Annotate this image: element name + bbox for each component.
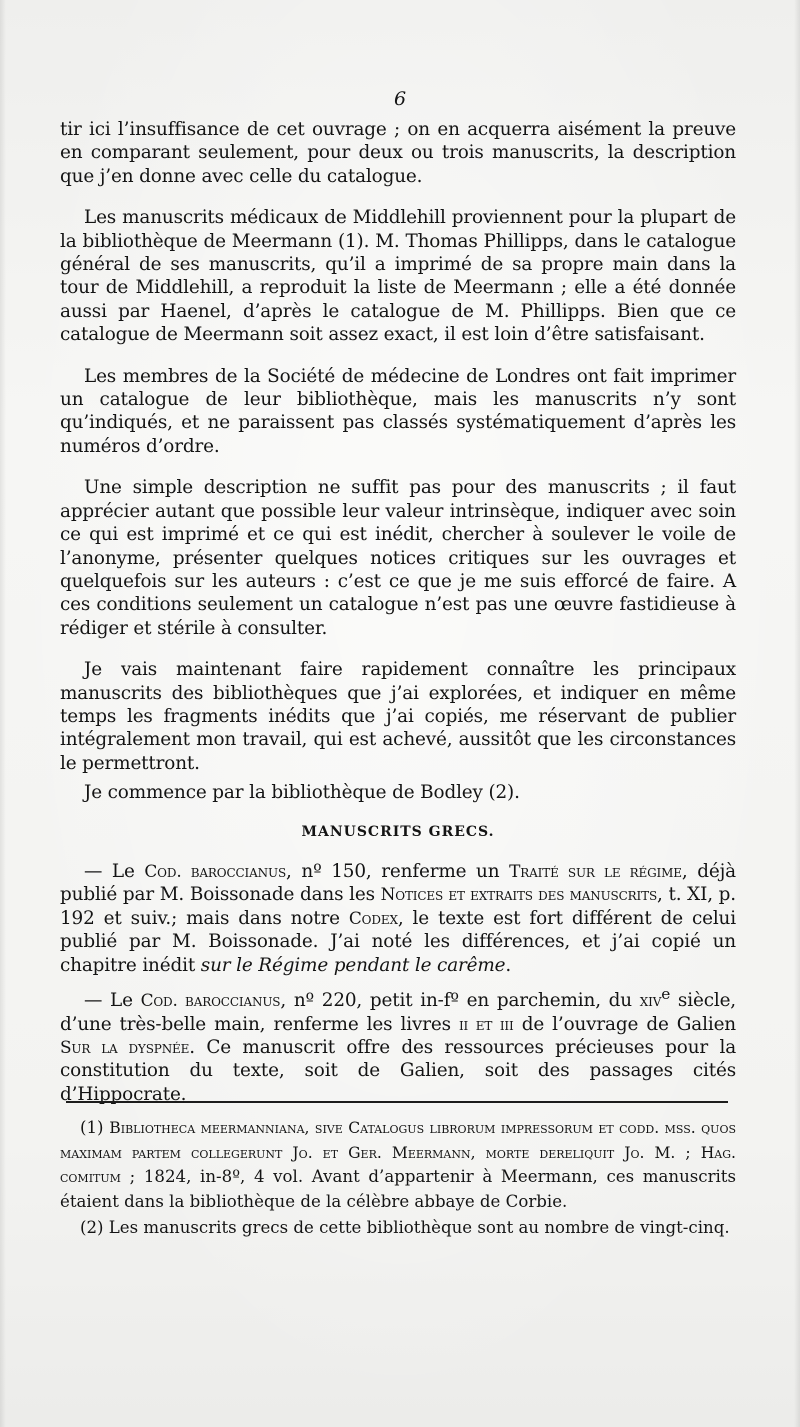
footnote-text: ; 1824, in-8º, 4 vol. Avant d’appartenir à Meermann, ces manuscrits étaient dans la bibliothèque de la célèbre abbaye de Corbie. (60, 1167, 736, 1211)
paragraph-middlehill: Les manuscrits médicaux de Middlehill proviennent pour la plupart de la bibliothèque de Meermann (1). M. Thomas Phillipps, dans le catalogue général de ses manuscrits, qu’il a imprimé de sa propre main dans la tour de Middlehill, a reproduit la liste de Meermann ; elle a été donnée aussi par Haenel, d’après le catalogue de M. Phillipps. Bien que ce catalogue de Meermann soit assez exact, il est loin d’être satisfaisant. (60, 207, 736, 346)
footnotes (60, 1116, 736, 1243)
entry-cod-baroccianus-150 (60, 860, 736, 977)
entry-lead: — Le (84, 990, 141, 1012)
codex-name: Cod. baroccianus (140, 990, 281, 1011)
footnote-mark: (1) (80, 1118, 110, 1137)
century-numeral: xiv (639, 990, 662, 1011)
footnote-separator (66, 1101, 728, 1103)
entry-text: , déjà publié par M. Boissonade dans les (60, 860, 736, 906)
footnote-text: Les manuscrits grecs de cette bibliothèque sont au nombre de vingt-cinq. (108, 1218, 730, 1238)
entry-text: , nº 150, renferme un (286, 860, 510, 882)
book-numerals: ii et iii (458, 1013, 514, 1034)
paragraph-description-method: Une simple description ne suffit pas pour des manuscrits ; il faut apprécier autant que possible leur valeur intrinsèque, indiquer avec soin ce qui est imprimé et ce qui est inédit, chercher à soulever le voile de l’anonyme, présenter quelques notices critiques sur les ouvrages et quelquefois sur les auteurs : c’est ce que je me suis efforcé de faire. A ces conditions seulement un catalogue n’est pas une œuvre fastidieuse à rédiger et stérile à consulter. (60, 477, 736, 639)
paragraph-bodley: Je commence par la bibliothèque de Bodley (2). (84, 782, 520, 804)
page-number: 6 (393, 88, 407, 110)
footnote-title: Bibliotheca meermanniana, sive Catalogus librorum impressorum et codd. mss. quos maximam partem collegerunt Jo. et Ger. Meermann, morte dereliquit Jo. M. ; Hag. comitum (60, 1119, 737, 1187)
section-heading: MANUSCRITS GRECS. (301, 823, 495, 840)
footnote-mark: (2) (80, 1218, 109, 1238)
chapter-title: sur le Régime pendant le carême (200, 954, 506, 976)
entry-lead: — Le (84, 860, 145, 882)
entry-end: . (505, 954, 512, 976)
entry-text: , t. XI, p. 192 et suiv.; mais dans notre (60, 884, 736, 929)
footnote-1 (60, 1116, 736, 1213)
entry-text: , le texte est fort différent de celui publié par M. Boissonade. J’ai noté les différences, et j’ai copié un chapitre inédit (60, 907, 736, 976)
entry-text: siècle, d’une très-belle main, renferme les livres (60, 990, 737, 1035)
publication-title: Notices et extraits des manuscrits (380, 884, 658, 905)
century-superscript: e (661, 985, 671, 1003)
footnote-2 (60, 1216, 736, 1240)
work-title: Sur la dyspnée (60, 1036, 190, 1057)
entry-text: , nº 220, petit in-fº en parchemin, du (280, 990, 640, 1012)
right-page-edge-shadow (794, 0, 800, 1427)
codex-name: Cod. baroccianus (144, 860, 287, 881)
paragraph-plan: Je vais maintenant faire rapidement connaître les principaux manuscrits des bibliothèques que j’ai explorées, et indiquer en même temps les fragments inédits que j’ai copiés, me réservant de publier intégralement mon travail, qui est achevé, aussitôt que les circonstances le permettront. (60, 659, 736, 774)
paragraph-continuation: tir ici l’insuffisance de cet ouvrage ; on en acquerra aisément la preuve en comparant seulement, pour deux ou trois manuscrits, la description que j’en donne avec celle du catalogue. (60, 119, 736, 187)
entry-text: . Ce manuscrit offre des ressources précieuses pour la constitution du texte, soit de Galien, soit des passages cités d’Hippocrate. (60, 1036, 737, 1105)
work-title: Traité sur le régime (509, 860, 682, 881)
main-text (60, 118, 736, 1124)
entry-cod-baroccianus-220 (60, 983, 736, 1106)
codex-word: Codex (348, 907, 398, 928)
left-page-edge-shadow (0, 0, 6, 1427)
entry-text: de l’ouvrage de Galien (513, 1013, 737, 1035)
paragraph-london-society: Les membres de la Société de médecine de Londres ont fait imprimer un catalogue de leur bibliothèque, mais les manuscrits n’y sont qu’indiqués, et ne paraissent pas classés systématiquement d’après les numéros d’ordre. (60, 365, 736, 457)
